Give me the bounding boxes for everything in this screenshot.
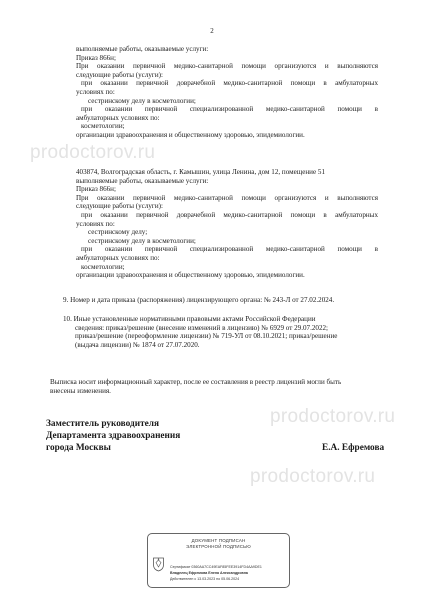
text-line: сестринскому делу; xyxy=(88,228,148,237)
text-line: выполняемые работы, оказываемые услуги: xyxy=(76,45,209,53)
text-line: при оказании первичной доврачебной медико-санитарной помощи в амбулаторных xyxy=(81,210,378,219)
text-line: Выписка носит информационный характер, после ее составления в реестр лицензий могли быть xyxy=(50,378,342,386)
watermark: prodoctorov.ru xyxy=(270,406,396,427)
signatory-name: Е.А. Ефремова xyxy=(322,443,385,453)
text-line: выполняемые работы, оказываемые услуги: xyxy=(76,176,209,185)
text-line: условиях по: xyxy=(76,87,115,96)
text-line: сестринскому делу в косметологии; xyxy=(88,96,196,105)
text-line: Приказ 866н; xyxy=(76,185,116,194)
signatory-line: Заместитель руководителя xyxy=(46,419,160,429)
item-10 xyxy=(63,315,393,349)
text-line: Приказ 866н; xyxy=(76,53,116,62)
text-line: организации здравоохранения и общественному здоровью, эпидемиологии. xyxy=(76,130,305,139)
text-line: При оказании первичной медико-санитарной помощи организуются и выполняются xyxy=(76,62,378,71)
watermark: prodoctorov.ru xyxy=(250,466,376,487)
stamp-title: ДОКУМЕНТ ПОДПИСАН xyxy=(191,538,246,543)
page-number: 2 xyxy=(210,27,214,35)
e-signature-stamp xyxy=(147,533,290,588)
owner-line: Владелец Ефремова Елена Александровна xyxy=(170,571,248,575)
coat-of-arms-icon xyxy=(152,556,165,572)
signatory-title xyxy=(46,418,180,454)
stamp-subtitle: ЭЛЕКТРОННОЙ ПОДПИСЬЮ xyxy=(186,544,251,549)
validity-line: Действителен с 13.03.2023 по 05.06.2024 xyxy=(170,577,240,581)
item-9 xyxy=(63,296,383,305)
notice xyxy=(50,378,390,395)
signatory-line: города Москвы xyxy=(46,443,111,453)
signatory-line: Департамента здравоохранения xyxy=(46,431,181,441)
text-line: приказ/решение (переоформление лицензии) № 719-УЛ от 08.10.2021; приказ/решение xyxy=(75,332,338,341)
text-line: (выдача лицензии) № 1874 от 27.07.2020. xyxy=(75,340,200,349)
text-line: косметологии; xyxy=(81,262,125,271)
activity-block-2 xyxy=(76,168,378,280)
text-line: организации здравоохранения и общественному здоровью, эпидемиологии. xyxy=(76,271,305,280)
order-number-line: 9. Номер и дата приказа (распоряжения) лицензирующего органа: № 243-Л от 27.02.2024. xyxy=(63,296,335,304)
address-line: 403874, Волгоградская область, г. Камышин, улица Ленина, дом 12, помещение 51 xyxy=(76,168,325,176)
certificate-line: Сертификат 0360AA7CC49EAF85FEE3914FD4AA9DE1 xyxy=(170,565,262,569)
text-line: следующие работы (услуги): xyxy=(76,70,163,79)
text-line: 10. Иные установленные нормативными правовыми актами Российской Федерации xyxy=(63,315,316,323)
text-line: при оказании первичной доврачебной медико-санитарной помощи в амбулаторных xyxy=(81,79,378,88)
text-line: следующие работы (услуги): xyxy=(76,202,163,211)
text-line: условиях по: xyxy=(76,219,115,228)
text-line: амбулаторных условиях по: xyxy=(76,113,160,122)
text-line: при оказании первичной специализированной медико-санитарной помощи в xyxy=(81,245,378,254)
activity-block-1 xyxy=(76,45,378,140)
text-line: при оказании первичной специализированной медико-санитарной помощи в xyxy=(81,105,378,114)
text-line: внесены изменения. xyxy=(50,386,111,395)
text-line: сведения: приказ/решение (внесение изменений в лицензию) № 6929 от 29.07.2022; xyxy=(75,323,329,332)
text-line: сестринскому делу в косметологии; xyxy=(88,236,196,245)
watermark: prodoctorov.ru xyxy=(30,142,156,163)
text-line: амбулаторных условиях по: xyxy=(76,253,160,262)
text-line: При оказании первичной медико-санитарной помощи организуются и выполняются xyxy=(76,193,378,202)
text-line: косметологии; xyxy=(81,122,125,131)
